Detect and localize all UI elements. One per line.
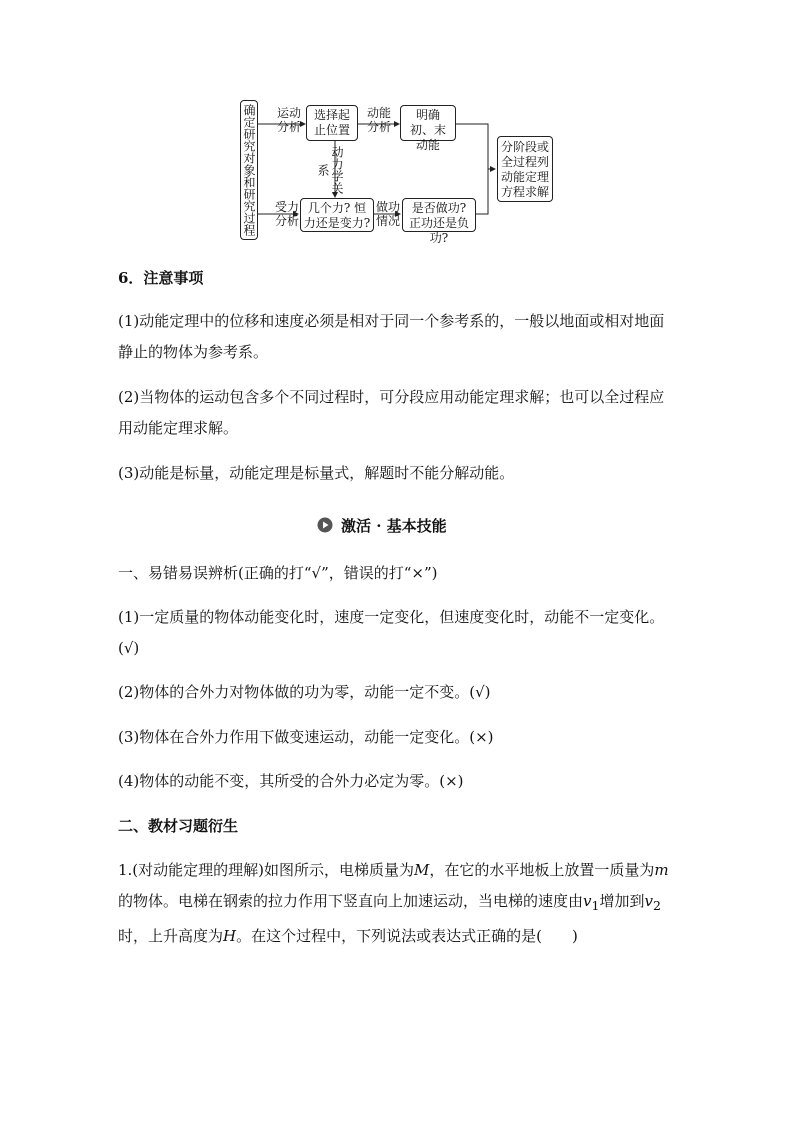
label-work-2: 情况 xyxy=(375,214,400,228)
box-work: 是否做功? 正功还是负功? xyxy=(402,198,476,232)
label-motion-1: 运动 xyxy=(276,106,301,120)
q1-var-v1: v xyxy=(583,892,592,910)
box-start-position: 选择起止位置 xyxy=(306,105,358,141)
label-force-1: 受力 xyxy=(274,200,299,214)
label-dynamics: 动力学关系 xyxy=(316,146,344,194)
q1-sub-2: 2 xyxy=(652,898,661,913)
play-circle-icon xyxy=(317,517,333,533)
label-motion xyxy=(274,106,304,134)
q1-var-m: m xyxy=(654,861,669,879)
label-motion-2: 分析 xyxy=(276,120,301,134)
q1-var-H: H xyxy=(223,927,237,945)
label-force-2: 分析 xyxy=(274,214,299,228)
q1-text-c: 的物体。电梯在钢索的拉力作用下竖直向上加速运动，当电梯的速度由 xyxy=(118,892,584,910)
section6-p3: (3)动能是标量，动能定理是标量式，解题时不能分解动能。 xyxy=(118,464,515,482)
part1-q1: (1)一定质量的物体动能变化时，速度一定变化，但速度变化时，动能不一定变化。(√) xyxy=(118,608,665,657)
skills-tag xyxy=(317,514,447,536)
q1-var-v2: v xyxy=(644,892,653,910)
label-work-1: 做功 xyxy=(375,200,400,214)
part1-q2: (2)物体的合外力对物体做的功为零，动能一定不变。(√) xyxy=(118,683,491,701)
q1-text-f: 。在这个过程中，下列说法或表达式正确的是( ) xyxy=(236,927,578,945)
q1-text-b: ，在它的水平地板上放置一质量为 xyxy=(429,861,655,879)
label-force xyxy=(272,200,302,228)
flow-diagram xyxy=(236,96,561,246)
label-ke-2: 分析 xyxy=(366,120,391,134)
part2-heading: 二、教材习题衍生 xyxy=(118,817,239,835)
q1-text-e: 时，上升高度为 xyxy=(118,927,224,945)
box-initial-final-ke: 明确初、末动能 xyxy=(400,105,456,141)
skills-tag-label: 激活 · 基本技能 xyxy=(341,516,447,535)
label-ke-1: 动能 xyxy=(366,106,391,120)
label-work xyxy=(374,200,402,228)
part1-q3: (3)物体在合外力作用下做变速运动，动能一定变化。(×) xyxy=(118,728,494,746)
q1-sub-1: 1 xyxy=(591,898,600,913)
section6-p2: (2)当物体的运动包含多个不同过程时，可分段应用动能定理求解；也可以全过程应用动能定理求解。 xyxy=(118,388,665,437)
part2-q1 xyxy=(118,855,678,952)
label-ke xyxy=(364,106,394,134)
part1-heading: 一、易错易误辨析(正确的打“√”，错误的打“×”) xyxy=(118,564,438,582)
section6-heading: 6．注意事项 xyxy=(118,269,204,287)
diagram-right-box: 分阶段或全过程列动能定理方程求解 xyxy=(497,136,553,202)
q1-var-M: M xyxy=(414,861,430,879)
q1-text-d: 增加到 xyxy=(599,892,645,910)
part1-q4: (4)物体的动能不变，其所受的合外力必定为零。(×) xyxy=(118,772,464,790)
diagram-left-box: 确定研究对象和研究过程 xyxy=(240,100,258,240)
section6-p1: (1)动能定理中的位移和速度必须是相对于同一个参考系的，一般以地面或相对地面静止的物体为参考系。 xyxy=(118,312,665,361)
q1-text-a: 1.(对动能定理的理解)如图所示，电梯质量为 xyxy=(118,861,415,879)
box-forces: 几个力? 恒力还是变力? xyxy=(300,198,374,232)
